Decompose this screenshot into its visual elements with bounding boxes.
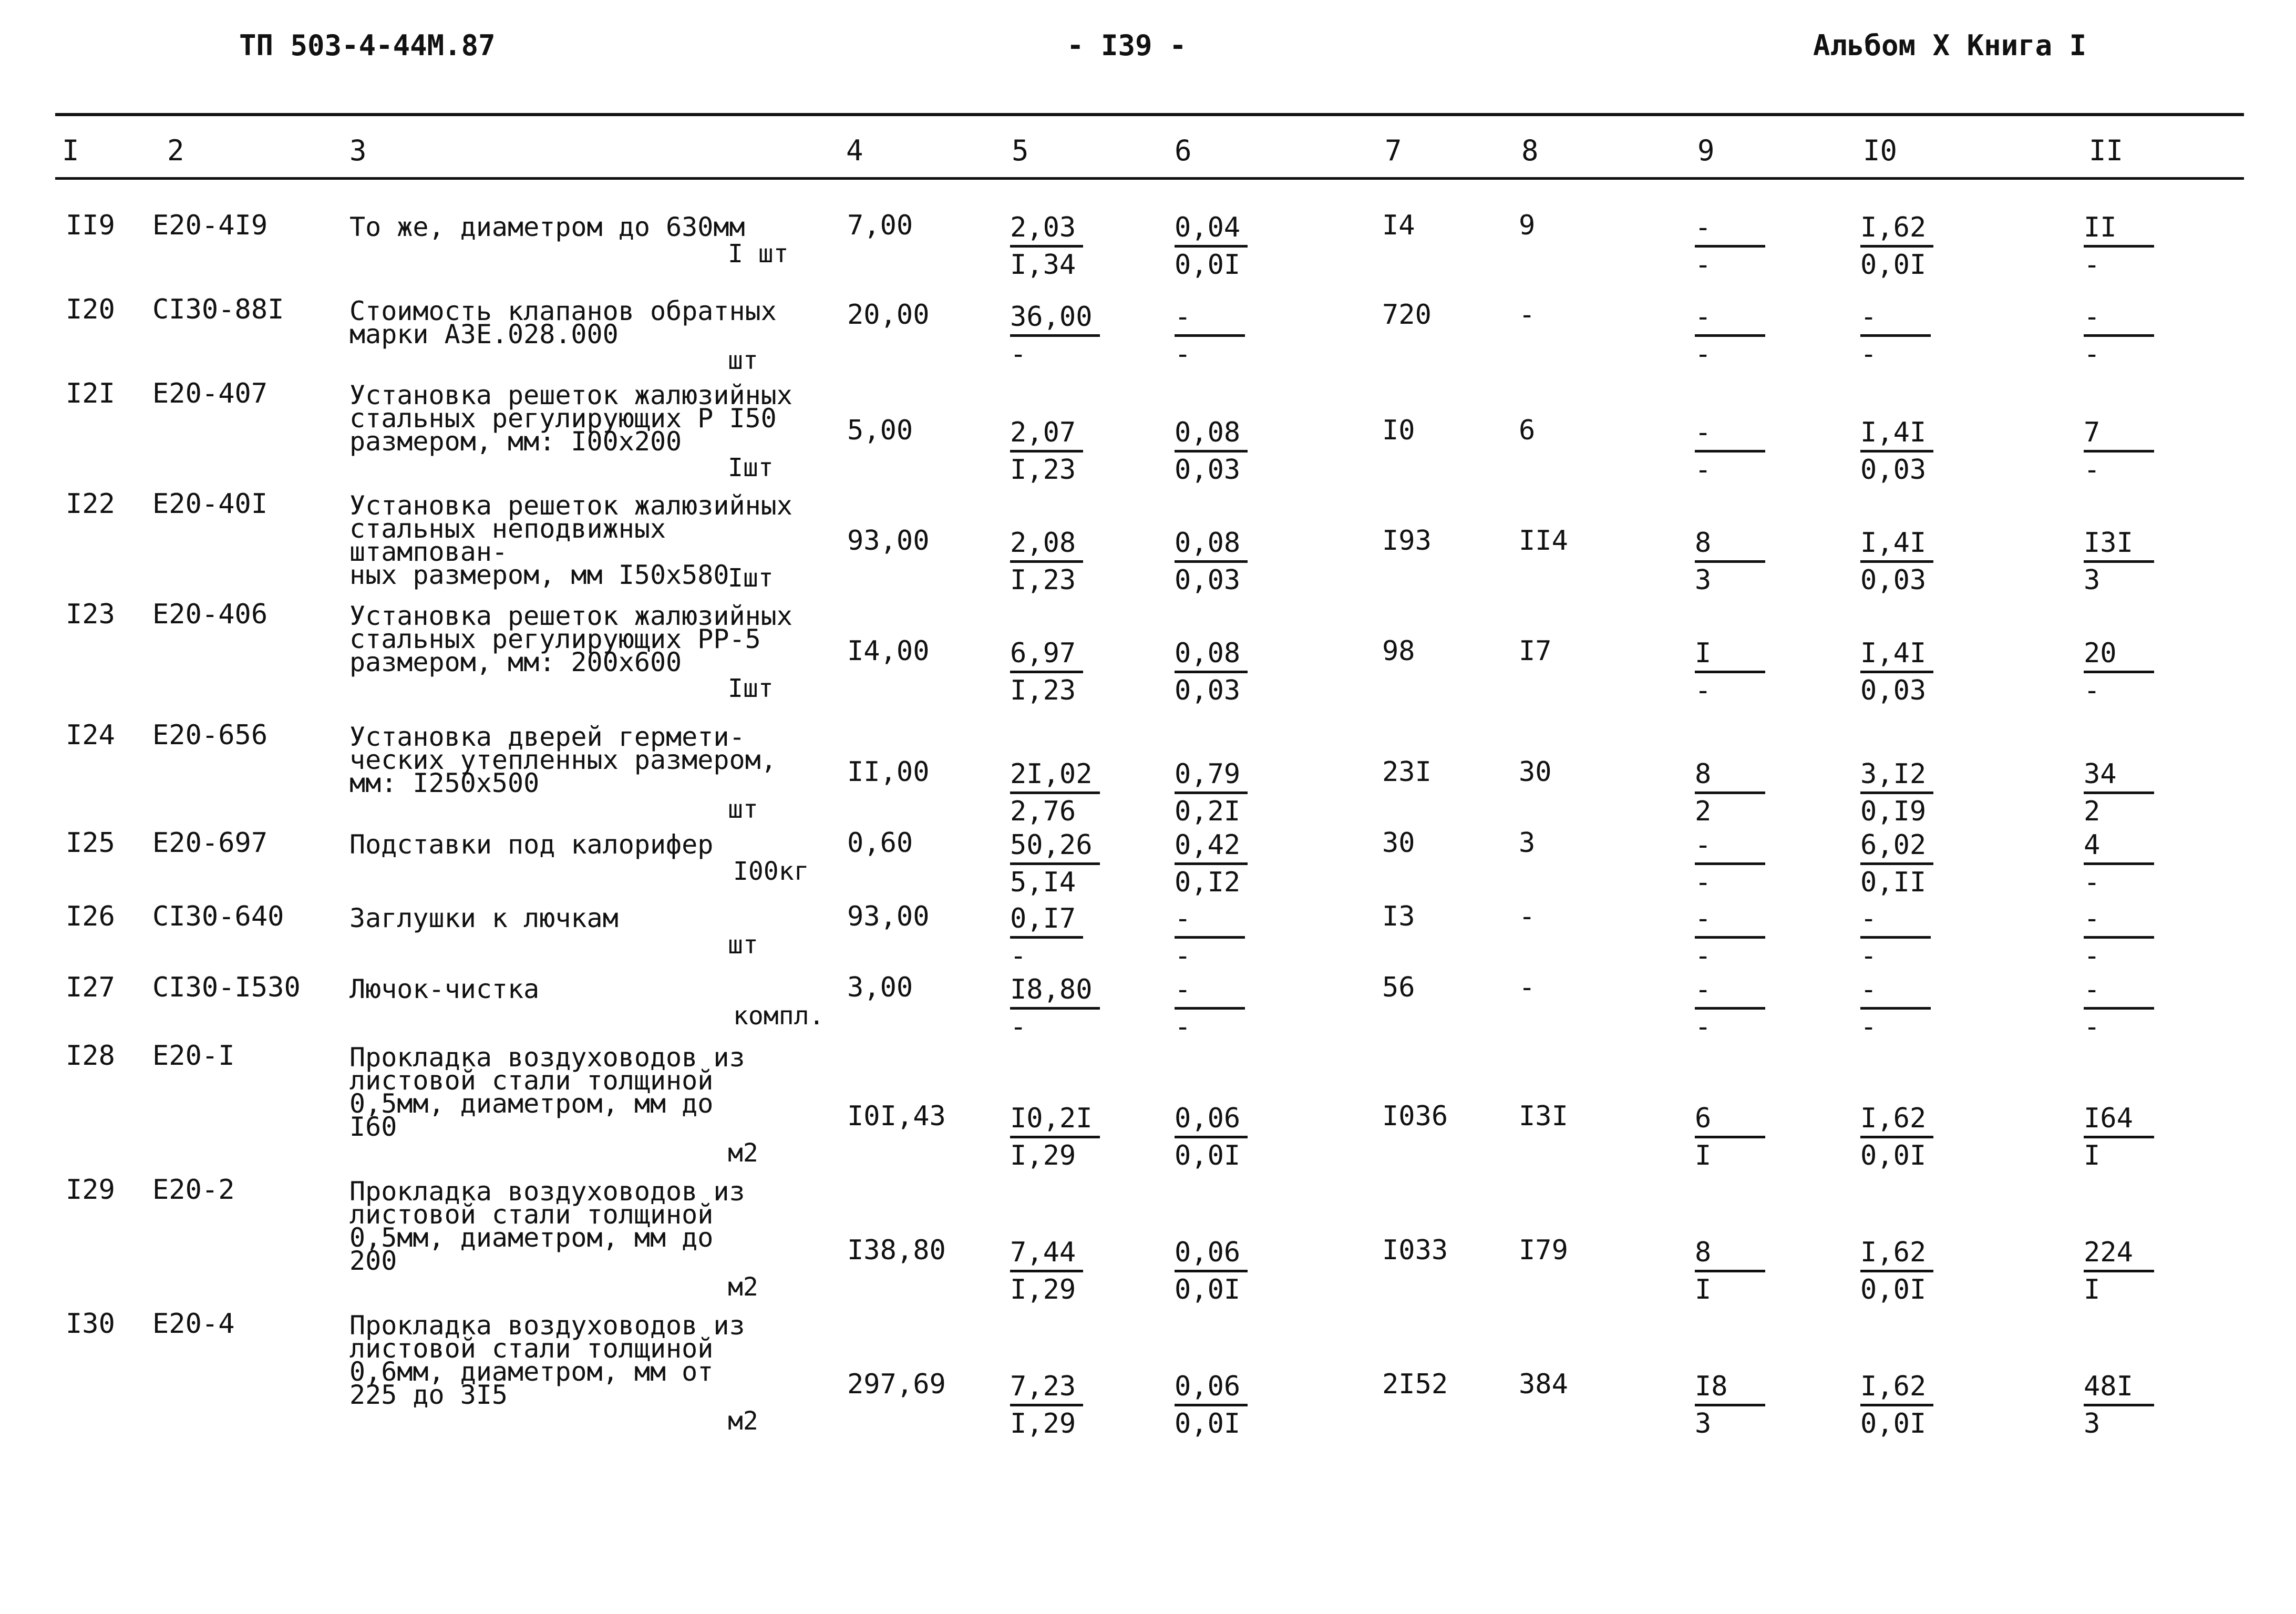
- column-header: 8: [1521, 134, 1539, 167]
- unit-cost-denominator: -: [1010, 338, 1027, 370]
- machine-cost-denominator: 0,0I: [1175, 1408, 1241, 1440]
- total-machine-cost-denominator: -: [1695, 675, 1712, 706]
- quantity: 3,00: [847, 972, 913, 1003]
- album-label: Альбом X Книга I: [1813, 29, 2087, 62]
- page-number: - I39 -: [1067, 29, 1187, 62]
- unit-cost-numerator: 6,97: [1010, 636, 1083, 673]
- total-machine-cost: [1695, 415, 1765, 487]
- labor-per-unit-denominator: 0,03: [1860, 454, 1927, 486]
- total-machine-cost: [1695, 1101, 1765, 1173]
- machine-cost: [1175, 1235, 1248, 1307]
- unit-cost-denominator: I,23: [1010, 564, 1076, 596]
- machine-cost-denominator: 0,03: [1175, 454, 1241, 486]
- row-number: I30: [66, 1308, 115, 1340]
- total-machine-cost-denominator: -: [1695, 249, 1712, 281]
- labor-total-denominator: I: [2084, 1274, 2101, 1305]
- total-wages: 30: [1519, 756, 1552, 788]
- work-description: Заглушки к лючкам: [349, 903, 619, 933]
- machine-cost-numerator: 0,08: [1175, 636, 1248, 673]
- labor-per-unit-numerator: I,62: [1860, 1369, 1933, 1406]
- machine-cost: [1175, 901, 1245, 973]
- work-description: Лючок-чистка: [349, 974, 540, 1004]
- labor-per-unit-numerator: 3,I2: [1860, 757, 1933, 794]
- unit-of-measure: Iшт: [728, 453, 774, 482]
- row-number: I27: [66, 972, 115, 1003]
- unit-cost: [1010, 1235, 1083, 1307]
- total-cost: I033: [1382, 1235, 1448, 1266]
- labor-per-unit-denominator: 0,0I: [1860, 249, 1927, 281]
- labor-per-unit-numerator: I,4I: [1860, 636, 1933, 673]
- work-description: Установка решеток жалюзийных стальных регулирующих РР-5 размером, мм: 200x600: [349, 601, 792, 677]
- total-cost: I93: [1382, 525, 1432, 557]
- price-code: СI30-640: [152, 901, 284, 932]
- row-number: I2I: [66, 378, 115, 409]
- labor-total-numerator: 7: [2084, 415, 2154, 453]
- column-header: I0: [1863, 134, 1898, 167]
- labor-per-unit-denominator: -: [1860, 940, 1877, 972]
- labor-total-numerator: 34: [2084, 757, 2154, 794]
- price-code: Е20-407: [152, 378, 268, 409]
- total-machine-cost-numerator: 8: [1695, 526, 1765, 563]
- column-header: 3: [349, 134, 367, 167]
- row-number: I23: [66, 599, 115, 630]
- unit-cost-denominator: 2,76: [1010, 796, 1076, 827]
- total-machine-cost-numerator: 8: [1695, 757, 1765, 794]
- total-machine-cost: [1695, 901, 1765, 973]
- machine-cost-numerator: 0,08: [1175, 415, 1248, 453]
- machine-cost: [1175, 1101, 1248, 1173]
- total-cost: I4: [1382, 210, 1415, 241]
- work-description: Установка дверей гермети- ческих утепленных размером, мм: I250x500: [349, 722, 777, 798]
- labor-per-unit-denominator: 0,0I: [1860, 1140, 1927, 1171]
- row-number: II9: [66, 210, 115, 241]
- machine-cost-numerator: -: [1175, 300, 1245, 337]
- machine-cost: [1175, 210, 1248, 282]
- labor-per-unit: [1860, 757, 1933, 829]
- labor-per-unit-numerator: I,62: [1860, 1235, 1933, 1272]
- work-description: Установка решеток жалюзийных стальных неподвижных штампован- ных размером, мм I50x580: [349, 490, 792, 590]
- quantity: I38,80: [847, 1235, 946, 1266]
- quantity: 93,00: [847, 901, 930, 932]
- labor-total-denominator: -: [2084, 454, 2101, 486]
- unit-cost-denominator: I,29: [1010, 1140, 1076, 1171]
- unit-cost: [1010, 415, 1083, 487]
- row-number: I20: [66, 294, 115, 325]
- labor-total-denominator: I: [2084, 1140, 2101, 1171]
- unit-cost-denominator: I,23: [1010, 454, 1076, 486]
- machine-cost-denominator: 0,0I: [1175, 1140, 1241, 1171]
- machine-cost-denominator: 0,0I: [1175, 249, 1241, 281]
- row-number: I25: [66, 827, 115, 859]
- labor-per-unit-denominator: 0,II: [1860, 867, 1927, 898]
- unit-cost-denominator: -: [1010, 940, 1027, 972]
- machine-cost-numerator: 0,06: [1175, 1235, 1248, 1272]
- unit-cost-denominator: I,29: [1010, 1274, 1076, 1305]
- unit-of-measure: Iшт: [728, 563, 774, 593]
- quantity: 93,00: [847, 525, 930, 557]
- total-cost: 2I52: [1382, 1369, 1448, 1400]
- total-machine-cost-numerator: I8: [1695, 1369, 1765, 1406]
- labor-total: [2084, 828, 2154, 900]
- total-machine-cost-denominator: 3: [1695, 1408, 1712, 1440]
- machine-cost-numerator: 0,06: [1175, 1101, 1248, 1138]
- labor-total-numerator: 20: [2084, 636, 2154, 673]
- labor-total-numerator: -: [2084, 972, 2154, 1010]
- machine-cost: [1175, 828, 1248, 900]
- price-code: Е20-4I9: [152, 210, 268, 241]
- labor-per-unit-denominator: 0,I9: [1860, 796, 1927, 827]
- total-machine-cost-numerator: 8: [1695, 1235, 1765, 1272]
- table-top-rule: [55, 113, 2244, 116]
- total-machine-cost: [1695, 300, 1765, 372]
- total-machine-cost-denominator: 3: [1695, 564, 1712, 596]
- unit-of-measure: I шт: [728, 239, 789, 269]
- labor-per-unit: [1860, 526, 1933, 598]
- labor-total: [2084, 636, 2154, 708]
- labor-total: [2084, 1101, 2154, 1173]
- labor-total-denominator: -: [2084, 867, 2101, 898]
- total-cost: 56: [1382, 972, 1415, 1003]
- total-machine-cost: [1695, 757, 1765, 829]
- unit-cost: [1010, 1369, 1083, 1441]
- work-description: Прокладка воздуховодов из листовой стали толщиной 0,6мм, диаметром, мм от 225 до 3I5: [349, 1310, 745, 1410]
- total-wages: I3I: [1519, 1101, 1568, 1132]
- work-description: То же, диаметром до 630мм: [349, 212, 745, 242]
- labor-per-unit-numerator: I,62: [1860, 210, 1933, 248]
- machine-cost: [1175, 757, 1248, 829]
- total-machine-cost: [1695, 210, 1765, 282]
- unit-cost: [1010, 1101, 1100, 1173]
- labor-total-denominator: -: [2084, 1011, 2101, 1043]
- column-header: II: [2089, 134, 2124, 167]
- total-machine-cost-denominator: I: [1695, 1274, 1712, 1305]
- unit-of-measure: м2: [728, 1272, 758, 1302]
- unit-cost-denominator: -: [1010, 1011, 1027, 1043]
- row-number: I28: [66, 1040, 115, 1072]
- total-machine-cost-denominator: -: [1695, 867, 1712, 898]
- unit-of-measure: компл.: [733, 1001, 825, 1031]
- unit-cost: [1010, 210, 1083, 282]
- machine-cost-numerator: -: [1175, 901, 1245, 939]
- labor-total-denominator: 3: [2084, 1408, 2101, 1440]
- total-machine-cost: [1695, 526, 1765, 598]
- price-code: Е20-406: [152, 599, 268, 630]
- labor-total-denominator: 3: [2084, 564, 2101, 596]
- machine-cost-denominator: 0,2I: [1175, 796, 1241, 827]
- labor-per-unit: [1860, 300, 1931, 372]
- labor-per-unit-numerator: -: [1860, 901, 1931, 939]
- machine-cost-denominator: -: [1175, 1011, 1191, 1043]
- total-machine-cost-numerator: -: [1695, 828, 1765, 865]
- labor-total: [2084, 757, 2154, 829]
- machine-cost: [1175, 972, 1245, 1044]
- total-machine-cost: [1695, 828, 1765, 900]
- unit-cost: [1010, 636, 1083, 708]
- labor-per-unit-denominator: 0,03: [1860, 675, 1927, 706]
- work-description: Стоимость клапанов обратных марки АЗЕ.028.000: [349, 296, 777, 349]
- total-wages: II4: [1519, 525, 1568, 557]
- total-machine-cost-denominator: -: [1695, 338, 1712, 370]
- quantity: 5,00: [847, 415, 913, 446]
- total-wages: -: [1519, 972, 1536, 1003]
- labor-per-unit-numerator: I,62: [1860, 1101, 1933, 1138]
- total-wages: I79: [1519, 1235, 1568, 1266]
- labor-total-numerator: 48I: [2084, 1369, 2154, 1406]
- total-machine-cost-numerator: I: [1695, 636, 1765, 673]
- quantity: 7,00: [847, 210, 913, 241]
- unit-cost: [1010, 901, 1083, 973]
- total-machine-cost-numerator: -: [1695, 210, 1765, 248]
- machine-cost-denominator: 0,I2: [1175, 867, 1241, 898]
- total-cost: I0: [1382, 415, 1415, 446]
- labor-total: [2084, 415, 2154, 487]
- labor-per-unit: [1860, 901, 1931, 973]
- column-header: 9: [1697, 134, 1715, 167]
- labor-total: [2084, 1369, 2154, 1441]
- document-code: ТП 503-4-44М.87: [239, 29, 496, 62]
- unit-cost-denominator: I,29: [1010, 1408, 1076, 1440]
- machine-cost-denominator: 0,03: [1175, 564, 1241, 596]
- machine-cost-numerator: 0,42: [1175, 828, 1248, 865]
- labor-per-unit: [1860, 972, 1931, 1044]
- machine-cost-numerator: 0,79: [1175, 757, 1248, 794]
- work-description: Прокладка воздуховодов из листовой стали толщиной 0,5мм, диаметром, мм до 200: [349, 1176, 745, 1276]
- total-machine-cost: [1695, 1369, 1765, 1441]
- unit-cost-numerator: 7,23: [1010, 1369, 1083, 1406]
- total-wages: 6: [1519, 415, 1536, 446]
- total-cost: 720: [1382, 299, 1432, 331]
- unit-of-measure: I00кг: [733, 857, 809, 886]
- labor-per-unit: [1860, 1369, 1933, 1441]
- labor-per-unit: [1860, 636, 1933, 708]
- unit-of-measure: м2: [728, 1406, 758, 1436]
- column-header: 2: [167, 134, 184, 167]
- total-machine-cost: [1695, 972, 1765, 1044]
- total-wages: 384: [1519, 1369, 1568, 1400]
- unit-of-measure: шт: [728, 795, 758, 824]
- unit-of-measure: шт: [728, 930, 758, 960]
- unit-cost-denominator: I,23: [1010, 675, 1076, 706]
- machine-cost-denominator: 0,03: [1175, 675, 1241, 706]
- labor-total-denominator: -: [2084, 249, 2101, 281]
- quantity: 0,60: [847, 827, 913, 859]
- total-machine-cost-numerator: -: [1695, 415, 1765, 453]
- price-code: Е20-656: [152, 719, 268, 751]
- total-wages: -: [1519, 901, 1536, 932]
- total-machine-cost-denominator: -: [1695, 940, 1712, 972]
- machine-cost: [1175, 526, 1248, 598]
- labor-total: [2084, 526, 2154, 598]
- machine-cost: [1175, 636, 1248, 708]
- quantity: 297,69: [847, 1369, 946, 1400]
- quantity: 20,00: [847, 299, 930, 331]
- labor-total-numerator: -: [2084, 901, 2154, 939]
- unit-cost-numerator: 7,44: [1010, 1235, 1083, 1272]
- machine-cost-denominator: -: [1175, 940, 1191, 972]
- total-wages: I7: [1519, 635, 1552, 667]
- total-machine-cost-denominator: 2: [1695, 796, 1712, 827]
- total-machine-cost-denominator: -: [1695, 454, 1712, 486]
- total-machine-cost: [1695, 636, 1765, 708]
- unit-cost-denominator: I,34: [1010, 249, 1076, 281]
- total-cost: 98: [1382, 635, 1415, 667]
- labor-per-unit-denominator: 0,03: [1860, 564, 1927, 596]
- price-code: Е20-2: [152, 1174, 235, 1206]
- total-wages: 3: [1519, 827, 1536, 859]
- unit-cost-numerator: 36,00: [1010, 300, 1100, 337]
- labor-total: [2084, 210, 2154, 282]
- labor-per-unit-numerator: I,4I: [1860, 415, 1933, 453]
- column-header: 4: [846, 134, 863, 167]
- unit-cost-numerator: 0,I7: [1010, 901, 1083, 939]
- unit-cost: [1010, 972, 1100, 1044]
- column-header: 5: [1012, 134, 1029, 167]
- machine-cost-numerator: 0,06: [1175, 1369, 1248, 1406]
- labor-total: [2084, 972, 2154, 1044]
- unit-of-measure: м2: [728, 1138, 758, 1168]
- table-header-rule: [55, 177, 2244, 180]
- work-description: Установка решеток жалюзийных стальных регулирующих Р I50 размером, мм: I00x200: [349, 380, 792, 457]
- labor-total-denominator: -: [2084, 338, 2101, 370]
- row-number: I24: [66, 719, 115, 751]
- price-code: Е20-I: [152, 1040, 235, 1072]
- labor-per-unit-denominator: -: [1860, 1011, 1877, 1043]
- unit-cost: [1010, 757, 1100, 829]
- unit-cost: [1010, 828, 1100, 900]
- unit-of-measure: Iшт: [728, 674, 774, 703]
- quantity: II,00: [847, 756, 930, 788]
- machine-cost: [1175, 1369, 1248, 1441]
- machine-cost: [1175, 415, 1248, 487]
- unit-cost-numerator: 50,26: [1010, 828, 1100, 865]
- labor-total-numerator: I64: [2084, 1101, 2154, 1138]
- quantity: I4,00: [847, 635, 930, 667]
- column-header: 7: [1385, 134, 1402, 167]
- work-description: Прокладка воздуховодов из листовой стали толщиной 0,5мм, диаметром, мм до I60: [349, 1042, 745, 1142]
- labor-total: [2084, 901, 2154, 973]
- work-description: Подставки под калорифер: [349, 829, 714, 860]
- labor-per-unit-denominator: 0,0I: [1860, 1274, 1927, 1305]
- total-wages: -: [1519, 299, 1536, 331]
- total-machine-cost-numerator: -: [1695, 300, 1765, 337]
- labor-per-unit-denominator: 0,0I: [1860, 1408, 1927, 1440]
- labor-per-unit: [1860, 210, 1933, 282]
- machine-cost: [1175, 300, 1245, 372]
- labor-per-unit: [1860, 1101, 1933, 1173]
- labor-per-unit-denominator: -: [1860, 338, 1877, 370]
- labor-per-unit-numerator: -: [1860, 300, 1931, 337]
- total-cost: 23I: [1382, 756, 1432, 788]
- labor-per-unit-numerator: 6,02: [1860, 828, 1933, 865]
- labor-per-unit: [1860, 415, 1933, 487]
- machine-cost-numerator: -: [1175, 972, 1245, 1010]
- labor-total-numerator: -: [2084, 300, 2154, 337]
- machine-cost-denominator: 0,0I: [1175, 1274, 1241, 1305]
- column-header: 6: [1175, 134, 1192, 167]
- total-cost: I036: [1382, 1101, 1448, 1132]
- unit-cost: [1010, 300, 1100, 372]
- price-code: Е20-4: [152, 1308, 235, 1340]
- labor-total: [2084, 1235, 2154, 1307]
- price-code: СI30-88I: [152, 294, 284, 325]
- price-code: Е20-697: [152, 827, 268, 859]
- machine-cost-numerator: 0,04: [1175, 210, 1248, 248]
- row-number: I29: [66, 1174, 115, 1206]
- unit-cost-denominator: 5,I4: [1010, 867, 1076, 898]
- machine-cost-denominator: -: [1175, 338, 1191, 370]
- labor-total-numerator: I3I: [2084, 526, 2154, 563]
- labor-per-unit-numerator: I,4I: [1860, 526, 1933, 563]
- unit-cost-numerator: 2,03: [1010, 210, 1083, 248]
- total-machine-cost-denominator: -: [1695, 1011, 1712, 1043]
- labor-per-unit: [1860, 828, 1933, 900]
- unit-cost: [1010, 526, 1083, 598]
- labor-total-denominator: 2: [2084, 796, 2101, 827]
- unit-cost-numerator: 2,08: [1010, 526, 1083, 563]
- labor-total-numerator: II: [2084, 210, 2154, 248]
- total-cost: 30: [1382, 827, 1415, 859]
- price-code: СI30-I530: [152, 972, 301, 1003]
- labor-total-denominator: -: [2084, 940, 2101, 972]
- price-code: Е20-40I: [152, 488, 268, 520]
- labor-per-unit-numerator: -: [1860, 972, 1931, 1010]
- unit-cost-numerator: I8,80: [1010, 972, 1100, 1010]
- total-machine-cost-numerator: 6: [1695, 1101, 1765, 1138]
- total-wages: 9: [1519, 210, 1536, 241]
- total-machine-cost-denominator: I: [1695, 1140, 1712, 1171]
- labor-total: [2084, 300, 2154, 372]
- quantity: I0I,43: [847, 1101, 946, 1132]
- unit-cost-numerator: I0,2I: [1010, 1101, 1100, 1138]
- labor-per-unit: [1860, 1235, 1933, 1307]
- unit-of-measure: шт: [728, 346, 758, 375]
- row-number: I26: [66, 901, 115, 932]
- machine-cost-numerator: 0,08: [1175, 526, 1248, 563]
- labor-total-numerator: 224: [2084, 1235, 2154, 1272]
- labor-total-numerator: 4: [2084, 828, 2154, 865]
- row-number: I22: [66, 488, 115, 520]
- column-header: I: [62, 134, 79, 167]
- total-machine-cost: [1695, 1235, 1765, 1307]
- labor-total-denominator: -: [2084, 675, 2101, 706]
- total-machine-cost-numerator: -: [1695, 901, 1765, 939]
- unit-cost-numerator: 2I,02: [1010, 757, 1100, 794]
- total-cost: I3: [1382, 901, 1415, 932]
- unit-cost-numerator: 2,07: [1010, 415, 1083, 453]
- total-machine-cost-numerator: -: [1695, 972, 1765, 1010]
